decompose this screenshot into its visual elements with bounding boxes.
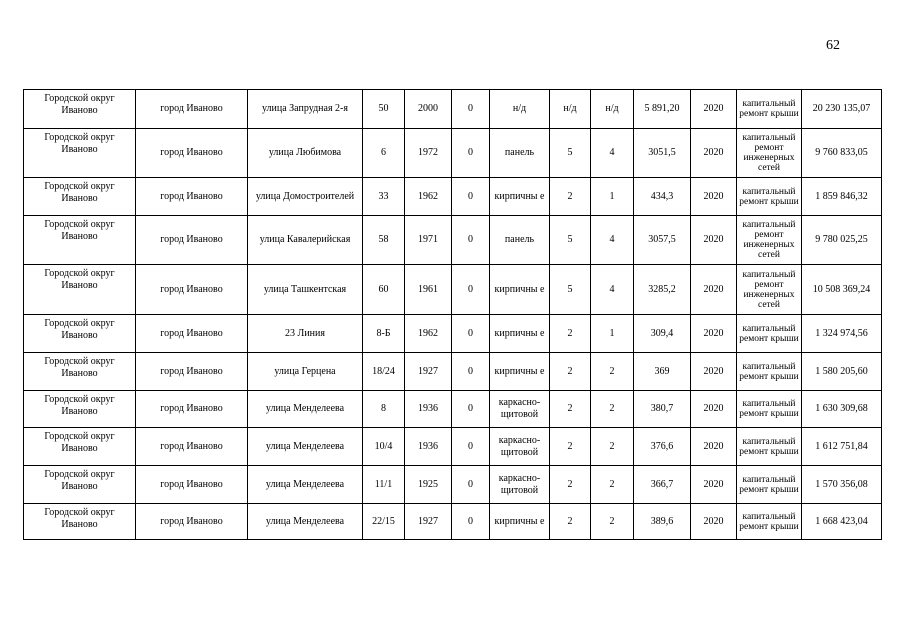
build-year-cell: 1936 <box>405 428 452 466</box>
house-number-cell: 22/15 <box>363 504 405 540</box>
city-cell: город Иваново <box>136 90 248 129</box>
city-cell: город Иваново <box>136 315 248 353</box>
zero-cell: 0 <box>452 265 490 315</box>
district-cell: Городской округ Иваново <box>24 391 136 428</box>
city-cell: город Иваново <box>136 428 248 466</box>
housing-repair-table <box>23 89 882 540</box>
build-year-cell: 1936 <box>405 391 452 428</box>
house-number-cell: 6 <box>363 129 405 178</box>
city-cell: город Иваново <box>136 129 248 178</box>
wall-material-cell: каркасно-щитовой <box>490 391 550 428</box>
area-cell: 366,7 <box>634 466 691 504</box>
street-cell: улица Менделеева <box>248 391 363 428</box>
table-row <box>24 504 882 540</box>
work-type-cell: капитальный ремонт крыши <box>737 391 802 428</box>
table-row <box>24 129 882 178</box>
area-cell: 389,6 <box>634 504 691 540</box>
entrances-cell: 1 <box>591 315 634 353</box>
table-body <box>24 90 882 540</box>
area-cell: 3057,5 <box>634 216 691 265</box>
build-year-cell: 1927 <box>405 353 452 391</box>
entrances-cell: 2 <box>591 353 634 391</box>
house-number-cell: 11/1 <box>363 466 405 504</box>
cost-cell: 1 612 751,84 <box>802 428 882 466</box>
plan-year-cell: 2020 <box>691 129 737 178</box>
street-cell: улица Домостроителей <box>248 178 363 216</box>
entrances-cell: 2 <box>591 504 634 540</box>
zero-cell: 0 <box>452 353 490 391</box>
house-number-cell: 50 <box>363 90 405 129</box>
work-type-cell: капитальный ремонт крыши <box>737 428 802 466</box>
wall-material-cell: каркасно-щитовой <box>490 428 550 466</box>
wall-material-cell: н/д <box>490 90 550 129</box>
work-type-cell: капитальный ремонт крыши <box>737 504 802 540</box>
city-cell: город Иваново <box>136 216 248 265</box>
build-year-cell: 2000 <box>405 90 452 129</box>
house-number-cell: 8 <box>363 391 405 428</box>
work-type-cell: капитальный ремонт крыши <box>737 353 802 391</box>
work-type-cell: капитальный ремонт крыши <box>737 466 802 504</box>
floors-cell: 5 <box>550 265 591 315</box>
build-year-cell: 1972 <box>405 129 452 178</box>
floors-cell: 2 <box>550 178 591 216</box>
district-cell: Городской округ Иваново <box>24 466 136 504</box>
table-row <box>24 353 882 391</box>
entrances-cell: 4 <box>591 216 634 265</box>
work-type-cell: капитальный ремонт инженерных сетей <box>737 129 802 178</box>
entrances-cell: н/д <box>591 90 634 129</box>
plan-year-cell: 2020 <box>691 90 737 129</box>
floors-cell: 2 <box>550 353 591 391</box>
wall-material-cell: кирпичны е <box>490 353 550 391</box>
cost-cell: 1 630 309,68 <box>802 391 882 428</box>
street-cell: улица Ташкентская <box>248 265 363 315</box>
build-year-cell: 1927 <box>405 504 452 540</box>
area-cell: 3051,5 <box>634 129 691 178</box>
zero-cell: 0 <box>452 315 490 353</box>
city-cell: город Иваново <box>136 391 248 428</box>
district-cell: Городской округ Иваново <box>24 428 136 466</box>
plan-year-cell: 2020 <box>691 353 737 391</box>
wall-material-cell: каркасно-щитовой <box>490 466 550 504</box>
zero-cell: 0 <box>452 466 490 504</box>
area-cell: 380,7 <box>634 391 691 428</box>
plan-year-cell: 2020 <box>691 178 737 216</box>
area-cell: 369 <box>634 353 691 391</box>
street-cell: улица Запрудная 2-я <box>248 90 363 129</box>
street-cell: 23 Линия <box>248 315 363 353</box>
page-number: 62 <box>826 38 840 53</box>
floors-cell: 2 <box>550 504 591 540</box>
district-cell: Городской округ Иваново <box>24 504 136 540</box>
entrances-cell: 4 <box>591 129 634 178</box>
district-cell: Городской округ Иваново <box>24 265 136 315</box>
work-type-cell: капитальный ремонт инженерных сетей <box>737 265 802 315</box>
house-number-cell: 18/24 <box>363 353 405 391</box>
wall-material-cell: кирпичны е <box>490 178 550 216</box>
house-number-cell: 60 <box>363 265 405 315</box>
build-year-cell: 1962 <box>405 178 452 216</box>
district-cell: Городской округ Иваново <box>24 129 136 178</box>
house-number-cell: 10/4 <box>363 428 405 466</box>
wall-material-cell: панель <box>490 129 550 178</box>
cost-cell: 1 324 974,56 <box>802 315 882 353</box>
city-cell: город Иваново <box>136 265 248 315</box>
zero-cell: 0 <box>452 129 490 178</box>
work-type-cell: капитальный ремонт крыши <box>737 90 802 129</box>
cost-cell: 1 580 205,60 <box>802 353 882 391</box>
work-type-cell: капитальный ремонт инженерных сетей <box>737 216 802 265</box>
build-year-cell: 1925 <box>405 466 452 504</box>
cost-cell: 1 668 423,04 <box>802 504 882 540</box>
wall-material-cell: кирпичны е <box>490 315 550 353</box>
table-row <box>24 315 882 353</box>
street-cell: улица Кавалерийская <box>248 216 363 265</box>
plan-year-cell: 2020 <box>691 391 737 428</box>
street-cell: улица Менделеева <box>248 504 363 540</box>
city-cell: город Иваново <box>136 178 248 216</box>
city-cell: город Иваново <box>136 353 248 391</box>
entrances-cell: 2 <box>591 466 634 504</box>
area-cell: 376,6 <box>634 428 691 466</box>
city-cell: город Иваново <box>136 504 248 540</box>
cost-cell: 1 570 356,08 <box>802 466 882 504</box>
plan-year-cell: 2020 <box>691 466 737 504</box>
build-year-cell: 1962 <box>405 315 452 353</box>
floors-cell: 2 <box>550 391 591 428</box>
house-number-cell: 8-Б <box>363 315 405 353</box>
cost-cell: 20 230 135,07 <box>802 90 882 129</box>
floors-cell: 5 <box>550 216 591 265</box>
floors-cell: 2 <box>550 466 591 504</box>
work-type-cell: капитальный ремонт крыши <box>737 178 802 216</box>
house-number-cell: 33 <box>363 178 405 216</box>
area-cell: 3285,2 <box>634 265 691 315</box>
zero-cell: 0 <box>452 391 490 428</box>
cost-cell: 10 508 369,24 <box>802 265 882 315</box>
zero-cell: 0 <box>452 428 490 466</box>
district-cell: Городской округ Иваново <box>24 315 136 353</box>
cost-cell: 9 780 025,25 <box>802 216 882 265</box>
wall-material-cell: кирпичны е <box>490 265 550 315</box>
street-cell: улица Любимова <box>248 129 363 178</box>
zero-cell: 0 <box>452 178 490 216</box>
district-cell: Городской округ Иваново <box>24 353 136 391</box>
work-type-cell: капитальный ремонт крыши <box>737 315 802 353</box>
table-row <box>24 466 882 504</box>
city-cell: город Иваново <box>136 466 248 504</box>
table-row <box>24 428 882 466</box>
area-cell: 434,3 <box>634 178 691 216</box>
zero-cell: 0 <box>452 504 490 540</box>
plan-year-cell: 2020 <box>691 428 737 466</box>
plan-year-cell: 2020 <box>691 504 737 540</box>
cost-cell: 1 859 846,32 <box>802 178 882 216</box>
wall-material-cell: кирпичны е <box>490 504 550 540</box>
street-cell: улица Менделеева <box>248 428 363 466</box>
build-year-cell: 1961 <box>405 265 452 315</box>
zero-cell: 0 <box>452 216 490 265</box>
floors-cell: 5 <box>550 129 591 178</box>
build-year-cell: 1971 <box>405 216 452 265</box>
table-row <box>24 391 882 428</box>
plan-year-cell: 2020 <box>691 216 737 265</box>
floors-cell: 2 <box>550 315 591 353</box>
entrances-cell: 4 <box>591 265 634 315</box>
district-cell: Городской округ Иваново <box>24 178 136 216</box>
entrances-cell: 2 <box>591 391 634 428</box>
table-row <box>24 90 882 129</box>
wall-material-cell: панель <box>490 216 550 265</box>
plan-year-cell: 2020 <box>691 315 737 353</box>
street-cell: улица Менделеева <box>248 466 363 504</box>
district-cell: Городской округ Иваново <box>24 216 136 265</box>
plan-year-cell: 2020 <box>691 265 737 315</box>
area-cell: 5 891,20 <box>634 90 691 129</box>
entrances-cell: 2 <box>591 428 634 466</box>
zero-cell: 0 <box>452 90 490 129</box>
table-row <box>24 178 882 216</box>
table-row <box>24 216 882 265</box>
street-cell: улица Герцена <box>248 353 363 391</box>
cost-cell: 9 760 833,05 <box>802 129 882 178</box>
house-number-cell: 58 <box>363 216 405 265</box>
floors-cell: н/д <box>550 90 591 129</box>
table-row <box>24 265 882 315</box>
entrances-cell: 1 <box>591 178 634 216</box>
district-cell: Городской округ Иваново <box>24 90 136 129</box>
floors-cell: 2 <box>550 428 591 466</box>
area-cell: 309,4 <box>634 315 691 353</box>
